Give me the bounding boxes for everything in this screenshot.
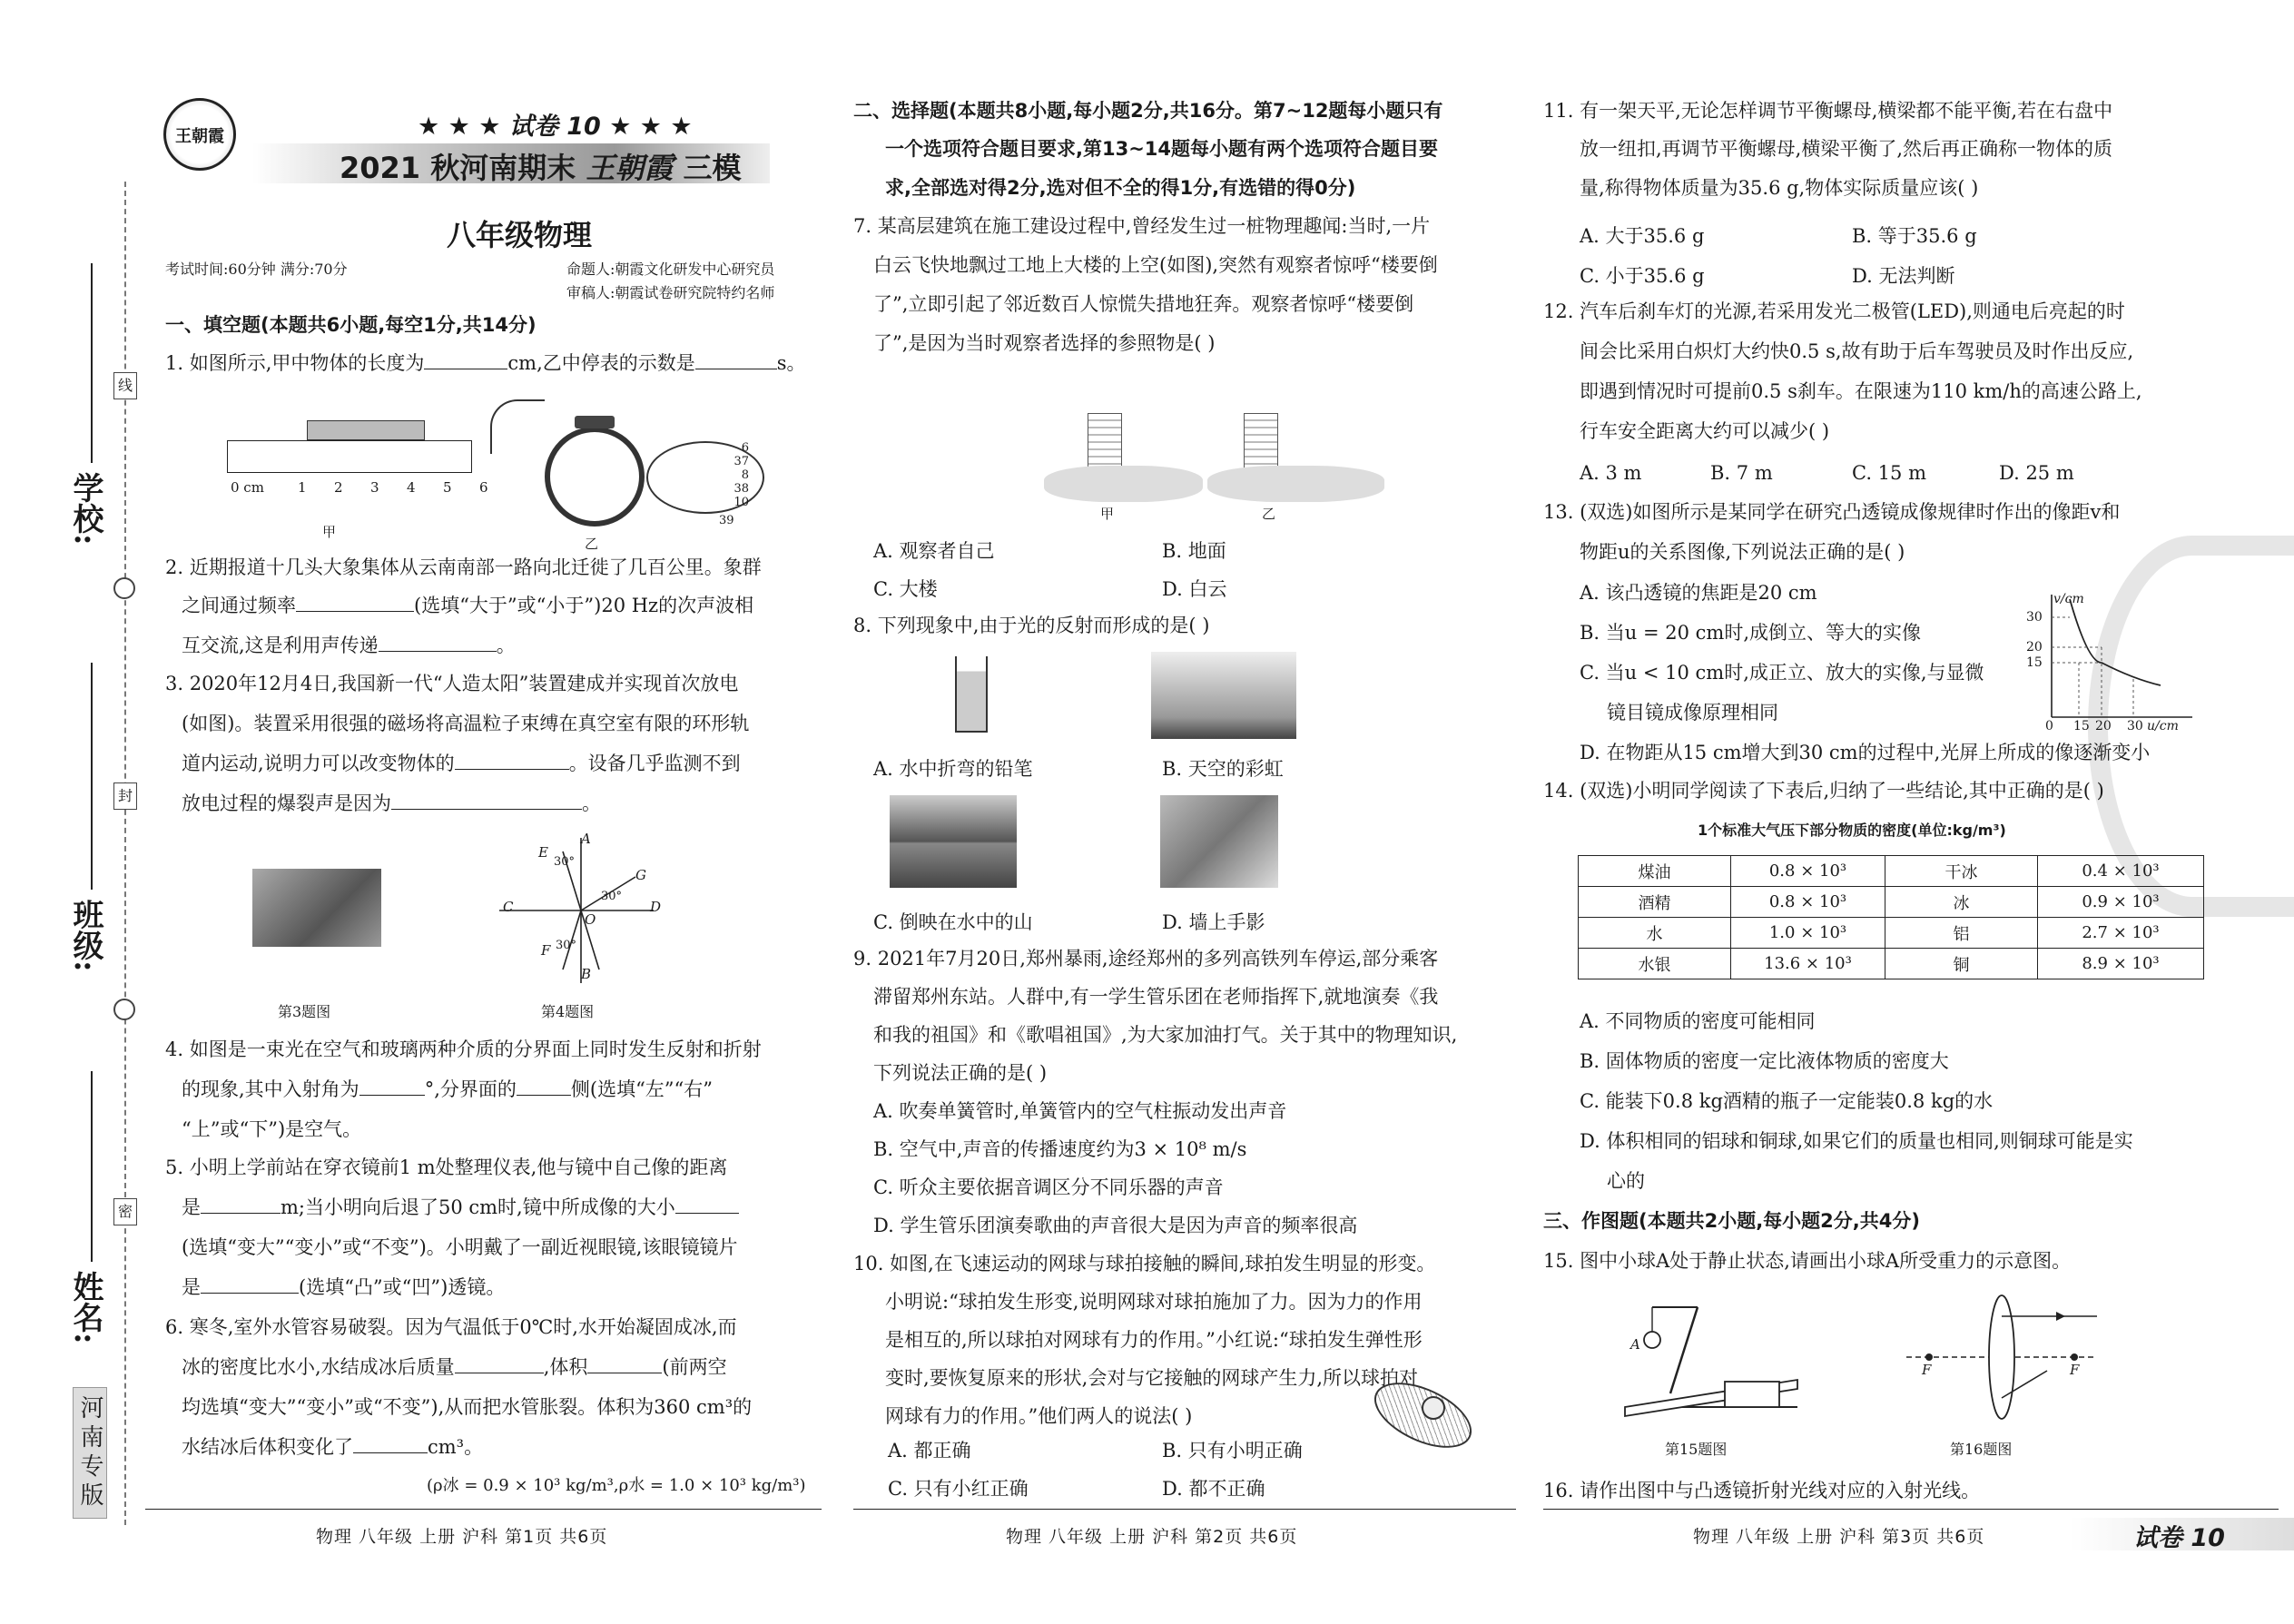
q8-option-a[interactable]: A. 水中折弯的铅笔	[873, 758, 1033, 780]
fig16-lens	[1902, 1289, 2102, 1425]
page3-footer-rule	[1543, 1509, 2279, 1510]
q9-line1: 9. 2021年7月20日,郑州暴雨,途经郑州的多列高铁列车停运,部分乘客	[853, 948, 1439, 969]
page2-footer-rule	[853, 1509, 1516, 1510]
subject-title: 八年级物理	[447, 218, 593, 252]
q12-line3: 即遇到情况时可提前0.5 s刹车。在限速为110 km/h的高速公路上,	[1580, 380, 2142, 402]
q8-option-b[interactable]: B. 天空的彩虹	[1162, 758, 1284, 780]
table-cell: 水银	[1579, 949, 1731, 979]
q12-option-a[interactable]: A. 3 m	[1580, 462, 1642, 484]
q4-line3: “上”或“下”)是空气。	[182, 1118, 362, 1140]
hand-shadow-photo	[1160, 795, 1278, 888]
q2-line2: 之间通过频率 (选填“大于”或“小于”)20 Hz的次声波相	[182, 586, 753, 625]
exam-badge: 试卷 10	[2133, 1524, 2225, 1552]
q9-line2: 滞留郑州东站。人群中,有一学生管乐团在老师指挥下,就地演奏《我	[873, 986, 1439, 1008]
page1-footer: 物理 八年级 上册 沪科 第1页 共6页	[316, 1527, 608, 1547]
q7-figure	[1044, 413, 1443, 504]
q10-line4: 变时,要恢复原来的形状,会对与它接触的网球产生力,所以球拍对	[885, 1367, 1419, 1389]
q9-option-b[interactable]: B. 空气中,声音的传播速度约为3 × 10⁸ m/s	[873, 1138, 1247, 1160]
q9-option-d[interactable]: D. 学生管乐团演奏歌曲的声音很大是因为声音的频率很高	[873, 1215, 1358, 1236]
q9-line3: 和我的祖国》和《歌唱祖国》,为大家加油打气。关于其中的物理知识,	[873, 1024, 1458, 1046]
region-badge: 河南专版	[73, 1387, 107, 1519]
q12-line4: 行车安全距离大约可以减少( )	[1580, 420, 1830, 442]
q4-blank-1[interactable]	[359, 1072, 425, 1096]
author: 命题人:朝霞文化研发中心研究员	[566, 261, 775, 278]
stopwatch-dial	[545, 427, 645, 527]
q6-density-note: (ρ冰 = 0.9 × 10³ kg/m³,ρ水 = 1.0 × 10³ kg/m³)	[427, 1476, 806, 1495]
q13-option-d[interactable]: D. 在物距从15 cm增大到30 cm的过程中,光屏上所成的像逐渐变小	[1580, 742, 2151, 763]
section-3-heading: 三、作图题(本题共2小题,每小题2分,共4分)	[1543, 1210, 1920, 1232]
stopwatch-button	[575, 416, 615, 428]
label-A: A	[581, 831, 591, 847]
label-E: E	[538, 844, 548, 861]
q7-fig-yi: 乙	[1262, 506, 1276, 522]
q12-line1: 12. 汽车后刹车灯的光源,若采用发光二极管(LED),则通电后亮起的时	[1543, 300, 2125, 322]
graph-ytick-15: 15	[2026, 655, 2043, 670]
tennis-ball	[1422, 1396, 1445, 1420]
side-school-label: 学校:	[67, 472, 103, 546]
density-table-title: 1个标准大气压下部分物质的密度(单位:kg/m³)	[1698, 822, 2006, 839]
binding-mark-mi: 密	[113, 1198, 137, 1225]
label-F: F	[541, 942, 551, 959]
fig16-label-F-right: F	[2070, 1362, 2080, 1378]
table-row	[1579, 918, 2204, 949]
q7-option-c[interactable]: C. 大楼	[873, 578, 938, 600]
q5-blank-3[interactable]	[201, 1270, 299, 1294]
q14-option-d-cont: 心的	[1607, 1170, 1645, 1192]
table-cell: 2.7 × 10³	[2038, 918, 2204, 949]
q14-option-b[interactable]: B. 固体物质的密度一定比液体物质的密度大	[1580, 1050, 1949, 1072]
page1-footer-rule	[145, 1509, 822, 1510]
q4-line2: 的现象,其中入射角为 °,分界面的 侧(选填“左”“右”	[182, 1070, 713, 1108]
q7-option-a[interactable]: A. 观察者自己	[873, 540, 995, 562]
q12-option-b[interactable]: B. 7 m	[1710, 462, 1773, 484]
side-name-label: 姓名:	[67, 1271, 103, 1344]
q7-option-d[interactable]: D. 白云	[1162, 578, 1227, 600]
table-cell: 干冰	[1885, 856, 2038, 887]
q10-option-a[interactable]: A. 都正确	[888, 1440, 971, 1462]
label-B: B	[581, 966, 592, 982]
fig-yi-label: 乙	[585, 536, 599, 552]
q1-text: 1. 如图所示,甲中物体的长度为 cm,乙中停表的示数是 s。	[165, 344, 806, 382]
fig4-caption: 第4题图	[541, 1003, 595, 1020]
density-table	[1578, 855, 2204, 979]
table-row	[1579, 887, 2204, 918]
label-D: D	[650, 899, 662, 915]
q7-fig-jia: 甲	[1100, 506, 1115, 522]
q3-line2: (如图)。装置采用很强的磁场将高温粒子束缚在真空室有限的环形轨	[182, 713, 750, 734]
graph-xtick-30: 30	[2127, 719, 2143, 733]
q3-blank-1[interactable]	[455, 746, 569, 770]
q12-option-c[interactable]: C. 15 m	[1852, 462, 1926, 484]
name-field[interactable]	[91, 1071, 93, 1262]
q2-line3: 互交流,这是利用声传递 。	[182, 626, 516, 664]
q10-line5: 网球有力的作用。”他们两人的说法( )	[885, 1405, 1193, 1427]
q6-line3: 均选填“变大”“变小”或“不变”),从而把水管胀裂。体积为360 cm³的	[182, 1396, 753, 1418]
watch-numbers: 6 37 8 38 10	[733, 441, 749, 509]
graph-ytick-30: 30	[2026, 610, 2043, 625]
mountain-reflection-photo	[890, 795, 1017, 888]
q14-option-a[interactable]: A. 不同物质的密度可能相同	[1580, 1010, 1816, 1032]
q9-option-a[interactable]: A. 吹奏单簧管时,单簧管内的空气柱振动发出声音	[873, 1100, 1287, 1122]
q3-line4: 放电过程的爆裂声是因为 。	[182, 784, 601, 822]
table-cell: 13.6 × 10³	[1731, 949, 1885, 979]
exam-info: 考试时间:60分钟 满分:70分	[165, 261, 348, 278]
q9-line4: 下列说法正确的是( )	[873, 1062, 1048, 1084]
q16-text: 16. 请作出图中与凸透镜折射光线对应的入射光线。	[1543, 1480, 1981, 1501]
q11-option-a[interactable]: A. 大于35.6 g	[1580, 225, 1705, 247]
table-cell: 1.0 × 10³	[1731, 918, 1885, 949]
ruler	[227, 440, 472, 473]
q7-option-b[interactable]: B. 地面	[1162, 540, 1226, 562]
table-cell: 冰	[1885, 887, 2038, 918]
q5-line2: 是 m;当小明向后退了50 cm时,镜中所成像的大小	[182, 1188, 739, 1226]
fig16-label-F-left: F	[1922, 1362, 1932, 1378]
table-cell: 铝	[1885, 918, 2038, 949]
q14-text: 14. (双选)小明同学阅读了下表后,归纳了一些结论,其中正确的是( )	[1543, 780, 2104, 802]
table-cell: 铜	[1885, 949, 2038, 979]
q13-option-c[interactable]: C. 当u < 10 cm时,成正立、放大的实像,与显微	[1580, 662, 1984, 684]
label-angle-1: 30°	[554, 855, 576, 869]
fig3-caption: 第3题图	[278, 1003, 331, 1020]
q11-line1: 11. 有一架天平,无论怎样调节平衡螺母,横梁都不能平衡,若在右盘中	[1543, 100, 2113, 122]
q15-text: 15. 图中小球A处于静止状态,请画出小球A所受重力的示意图。	[1543, 1250, 2072, 1272]
q11-option-b[interactable]: B. 等于35.6 g	[1852, 225, 1977, 247]
table-cell: 8.9 × 10³	[2038, 949, 2204, 979]
q12-line2: 间会比采用白炽灯大约快0.5 s,故有助于后车驾驶员及时作出反应,	[1580, 340, 2134, 362]
graph-ytick-20: 20	[2026, 640, 2043, 655]
side-class-label: 班级:	[67, 899, 103, 972]
section-2-line1: 二、选择题(本题共8小题,每小题2分,共16分。第7~12题每小题只有	[853, 100, 1443, 122]
ruler-unit: 0 cm	[231, 479, 264, 496]
label-angle-3: 30°	[556, 939, 577, 952]
q7-line3: 了”,立即引起了邻近数百人惊慌失措地狂奔。观察者惊呼“楼要倒	[873, 293, 1414, 315]
page3-footer: 物理 八年级 上册 沪科 第3页 共6页	[1693, 1527, 1985, 1547]
graph-xtick-20: 20	[2095, 719, 2112, 733]
binding-mark-xian: 线	[113, 372, 137, 399]
graph-ylabel: v/cm	[2053, 592, 2084, 606]
q5-blank-1[interactable]	[201, 1190, 281, 1214]
q11-option-d[interactable]: D. 无法判断	[1852, 265, 1955, 287]
binding-hole-2	[113, 999, 135, 1020]
measured-object	[307, 420, 425, 440]
q5-blank-2[interactable]	[675, 1190, 739, 1214]
fig15-label-A: A	[1630, 1336, 1640, 1353]
fig-jia-label: 甲	[322, 524, 337, 540]
table-cell: 0.4 × 10³	[2038, 856, 2204, 887]
label-O: O	[585, 911, 596, 928]
q3-line1: 3. 2020年12月4日,我国新一代“人造太阳”装置建成并实现首次放电	[165, 673, 739, 694]
section-2-line3: 求,全部选对得2分,选对但不全的得1分,有选错的得0分)	[885, 177, 1356, 199]
binding-mark-feng: 封	[113, 782, 137, 810]
exam-banner: ★ ★ ★ 试卷 10 ★ ★ ★	[418, 113, 693, 141]
q7-line1: 7. 某高层建筑在施工建设过程中,曾经发生过一桩物理趣闻:当时,一片	[853, 215, 1431, 237]
q11-line3: 量,称得物体质量为35.6 g,物体实际质量应该( )	[1580, 177, 1979, 199]
exam-title: 2021 秋河南期末 王朝霞 三模	[340, 151, 742, 185]
fig16-caption: 第16题图	[1950, 1441, 2013, 1458]
section-2-line2: 一个选项符合题目要求,第13~14题每小题有两个选项符合题目要	[885, 138, 1439, 160]
section-1-heading: 一、填空题(本题共6小题,每空1分,共14分)	[165, 314, 537, 336]
q1-blank-2[interactable]	[695, 346, 777, 369]
school-field[interactable]	[91, 263, 93, 463]
q13-option-b[interactable]: B. 当u = 20 cm时,成倒立、等大的实像	[1580, 622, 1921, 644]
q6-line4: 水结冰后体积变化了 cm³。	[182, 1428, 483, 1466]
table-cell: 酒精	[1579, 887, 1731, 918]
q6-line1: 6. 寒冬,室外水管容易破裂。因为气温低于0℃时,水开始凝固成冰,而	[165, 1316, 737, 1338]
q13-line2: 物距u的关系图像,下列说法正确的是( )	[1580, 541, 1905, 563]
graph-xtick-15: 15	[2073, 719, 2090, 733]
q12-option-d[interactable]: D. 25 m	[1999, 462, 2074, 484]
glass-pencil-photo	[955, 656, 988, 733]
q14-option-d[interactable]: D. 体积相同的铝球和铜球,如果它们的质量也相同,则铜球可能是实	[1580, 1130, 2133, 1152]
graph-xtick-0: 0	[2045, 719, 2053, 733]
table-cell: 水	[1579, 918, 1731, 949]
q9-option-c[interactable]: C. 听众主要依据音调区分不同乐器的声音	[873, 1176, 1224, 1198]
q2-blank-1[interactable]	[296, 588, 414, 612]
q8-option-c[interactable]: C. 倒映在水中的山	[873, 911, 1033, 933]
table-cell: 0.8 × 10³	[1731, 887, 1885, 918]
fig15-caption: 第15题图	[1665, 1441, 1728, 1458]
binding-hole-1	[113, 577, 135, 599]
page2-footer: 物理 八年级 上册 沪科 第2页 共6页	[1006, 1527, 1298, 1547]
table-cell: 0.9 × 10³	[2038, 887, 2204, 918]
q6-line2: 冰的密度比水小,水结成冰后质量 ,体积 (前两空	[182, 1348, 727, 1386]
q10-option-d[interactable]: D. 都不正确	[1162, 1478, 1265, 1500]
q7-line4: 了”,是因为当时观察者选择的参照物是( )	[873, 332, 1216, 354]
label-angle-2: 30°	[601, 890, 623, 903]
q10-option-c[interactable]: C. 只有小红正确	[888, 1478, 1029, 1500]
label-G: G	[635, 867, 646, 883]
q10-option-b[interactable]: B. 只有小明正确	[1162, 1440, 1303, 1462]
graph-xlabel: u/cm	[2147, 719, 2179, 733]
q5-line3: (选填“变大”“变小”或“不变”)。小明戴了一副近视眼镜,该眼镜镜片	[182, 1236, 738, 1258]
watch-number-39: 39	[719, 514, 734, 527]
q13-option-a[interactable]: A. 该凸透镜的焦距是20 cm	[1580, 582, 1817, 604]
fig15-incline-ball	[1616, 1289, 1816, 1425]
q8-option-d[interactable]: D. 墙上手影	[1162, 911, 1265, 933]
q4-blank-2[interactable]	[517, 1072, 571, 1096]
label-C: C	[503, 899, 514, 915]
q14-option-c[interactable]: C. 能装下0.8 kg酒精的瓶子一定能装0.8 kg的水	[1580, 1090, 1994, 1112]
fig4-light-diagram	[490, 833, 672, 988]
cloud-a	[1044, 466, 1203, 502]
q5-line4: 是 (选填“凸”或“凹”)透镜。	[182, 1268, 505, 1306]
q13-option-c-cont: 镜目镜成像原理相同	[1607, 702, 1778, 723]
q6-blank-2[interactable]	[587, 1350, 662, 1373]
q7-line2: 白云飞快地飘过工地上大楼的上空(如图),突然有观察者惊呼“楼要倒	[873, 254, 1438, 276]
q11-line2: 放一纽扣,再调节平衡螺母,横梁平衡了,然后再正确称一物体的质	[1580, 138, 2113, 160]
q2-blank-2[interactable]	[379, 628, 497, 652]
q13-line1: 13. (双选)如图所示是某同学在研究凸透镜成像规律时作出的像距v和	[1543, 501, 2121, 523]
fusion-device-photo	[252, 869, 381, 947]
q6-blank-3[interactable]	[353, 1430, 428, 1453]
table-cell: 0.8 × 10³	[1731, 856, 1885, 887]
stopwatch-small-dial	[490, 399, 545, 454]
q2-line1: 2. 近期报道十几头大象集体从云南南部一路向北迁徙了几百公里。象群	[165, 556, 762, 578]
q10-line2: 小明说:“球拍发生形变,说明网球对球拍施加了力。因为力的作用	[885, 1291, 1423, 1313]
q10-line3: 是相互的,所以球拍对网球有力的作用。”小红说:“球拍发生弹性形	[885, 1329, 1423, 1351]
q1-blank-1[interactable]	[424, 346, 507, 369]
q10-line1: 10. 如图,在飞速运动的网球与球拍接触的瞬间,球拍发生明显的形变。	[853, 1253, 1436, 1275]
q11-option-c[interactable]: C. 小于35.6 g	[1580, 265, 1705, 287]
q3-line3: 道内运动,说明力可以改变物体的 。设备几乎监测不到	[182, 744, 741, 782]
q6-blank-1[interactable]	[455, 1350, 544, 1373]
q3-blank-2[interactable]	[391, 786, 582, 810]
q4-line1: 4. 如图是一束光在空气和玻璃两种介质的分界面上同时发生反射和折射	[165, 1038, 762, 1060]
q5-line1: 5. 小明上学前站在穿衣镜前1 m处整理仪表,他与镜中自己像的距离	[165, 1156, 728, 1178]
table-cell: 煤油	[1579, 856, 1731, 887]
q13-vu-graph	[2033, 590, 2197, 726]
class-field[interactable]	[91, 663, 93, 890]
q8-text: 8. 下列现象中,由于光的反射而形成的是( )	[853, 615, 1210, 636]
cloud-b	[1207, 466, 1384, 502]
rainbow-photo	[1151, 652, 1296, 739]
table-row	[1579, 856, 2204, 887]
reviewer: 审稿人:朝霞试卷研究院特约名师	[566, 284, 775, 301]
logo: 王朝霞	[163, 98, 236, 171]
table-row	[1579, 949, 2204, 979]
